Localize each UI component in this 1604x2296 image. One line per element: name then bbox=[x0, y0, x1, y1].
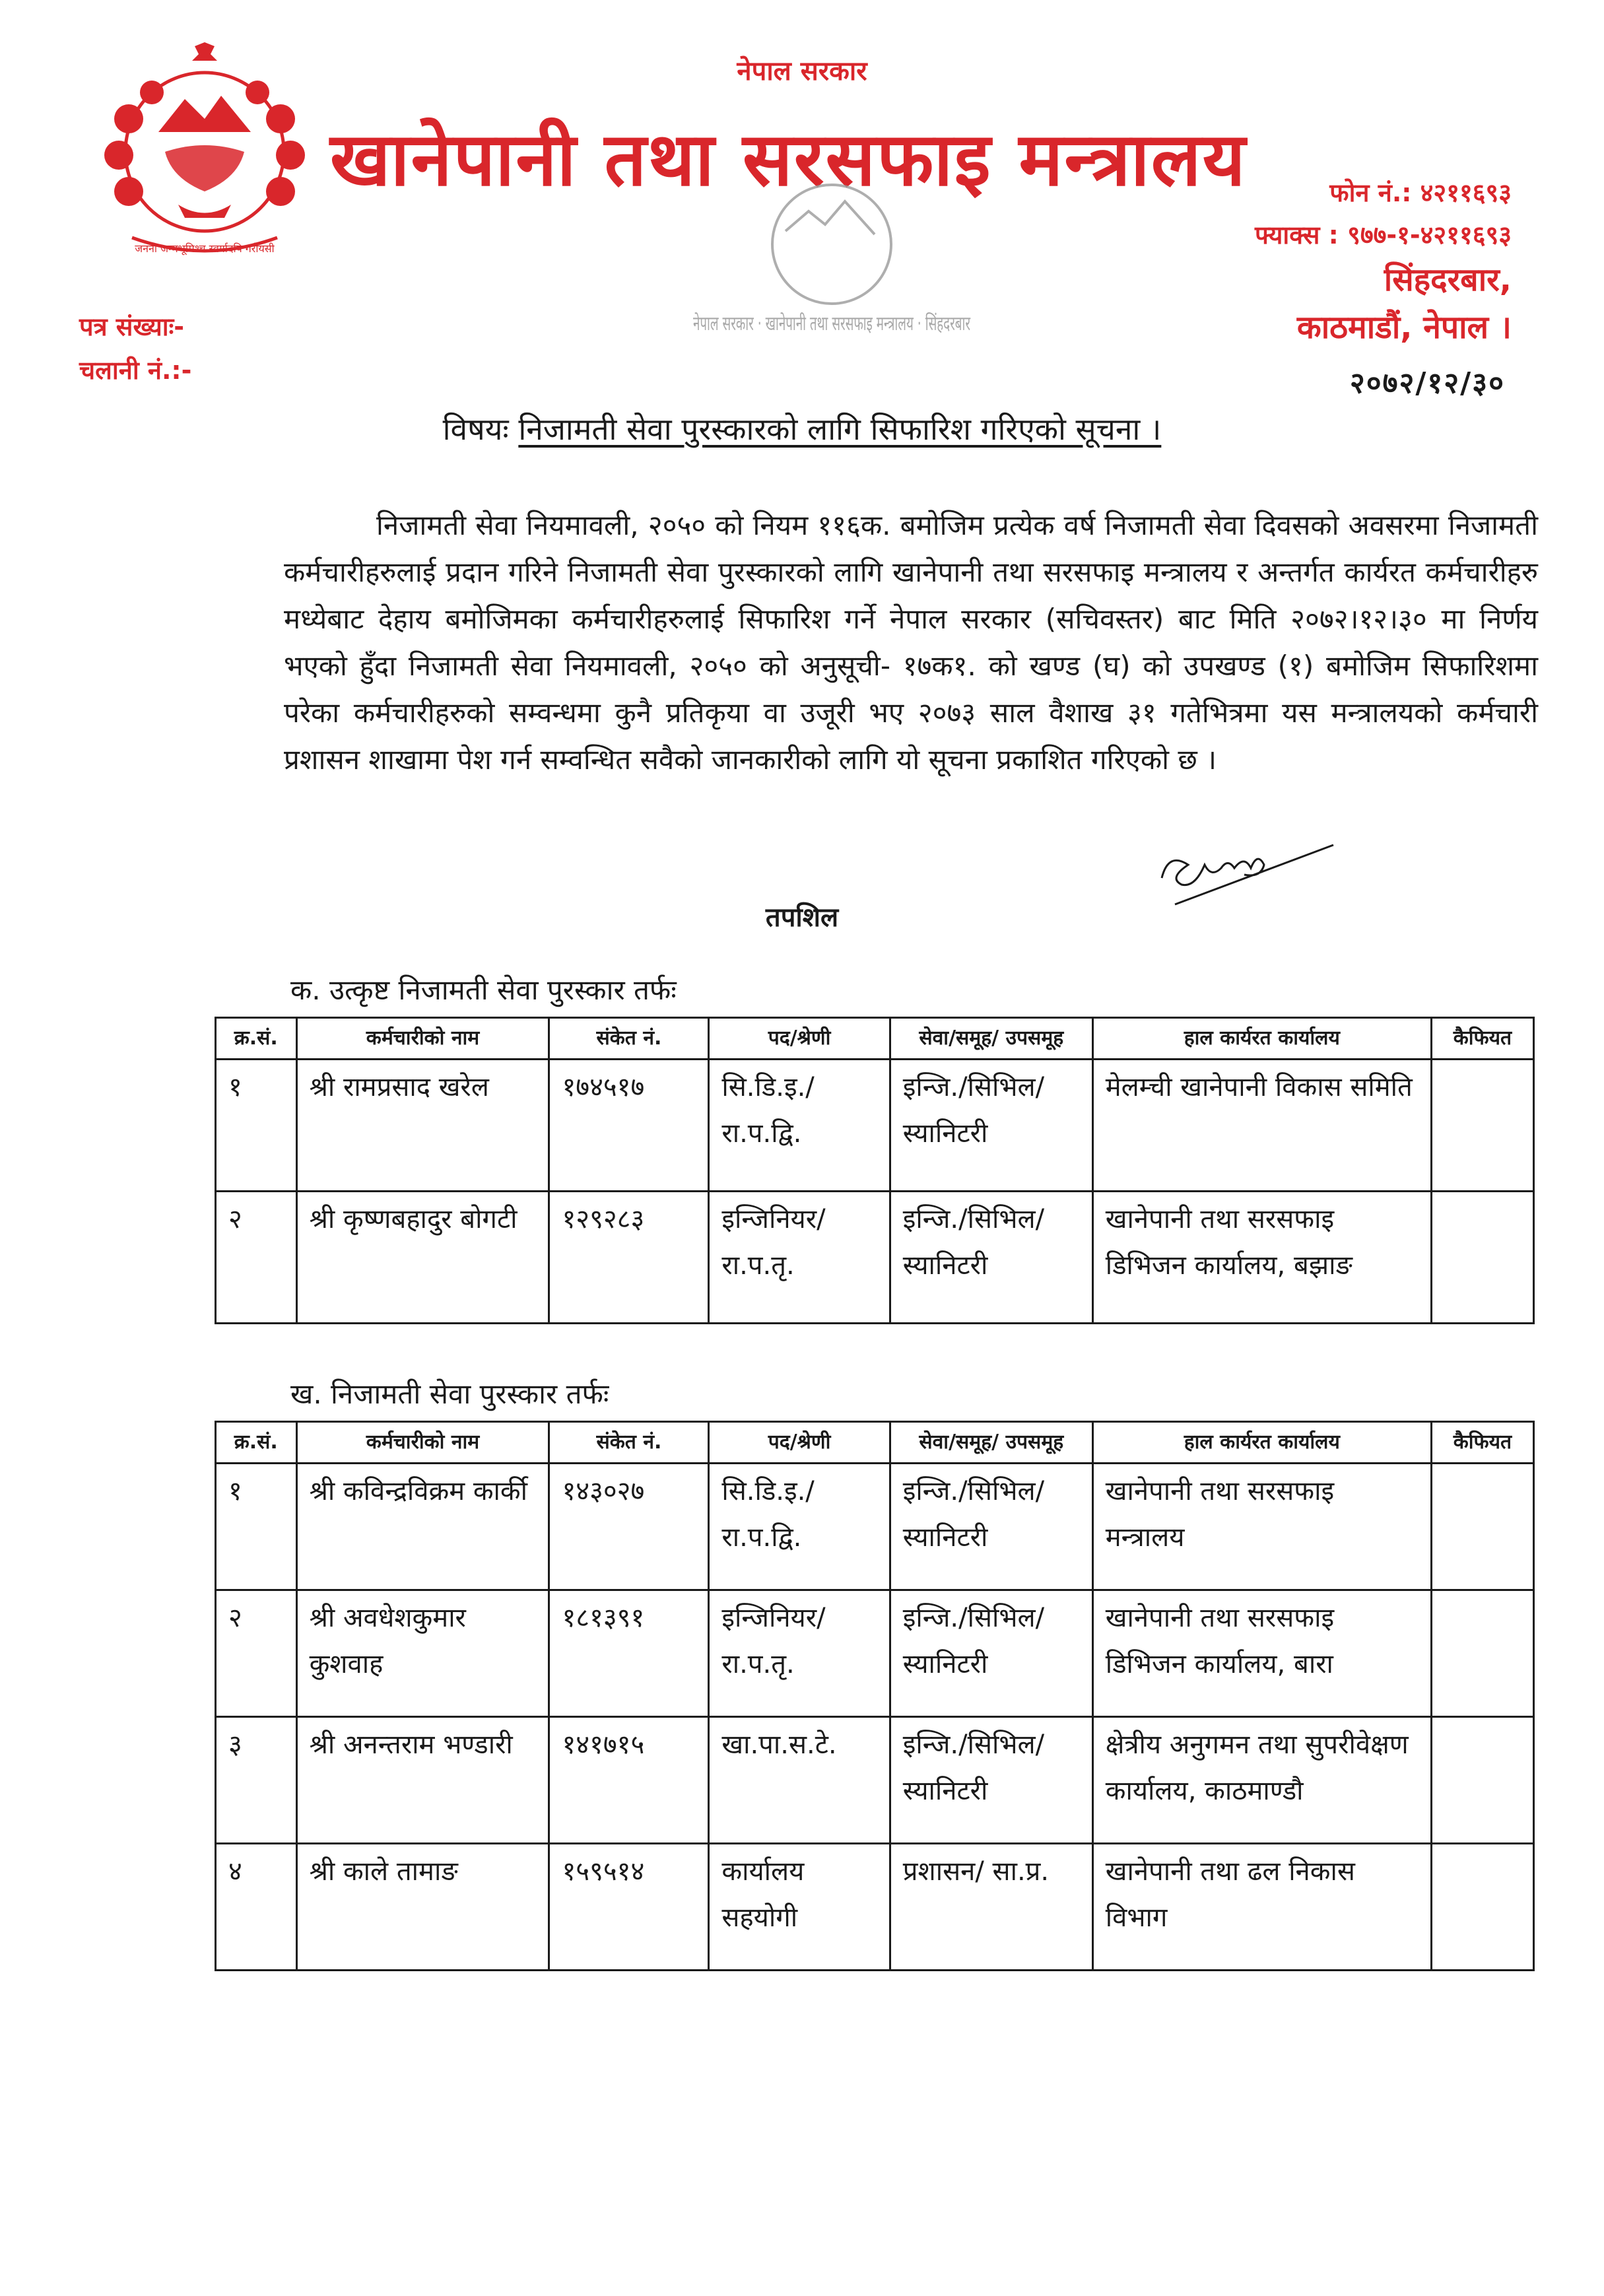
annex-title: तपशिल bbox=[765, 902, 839, 933]
office-cell: खानेपानी तथा सरसफाइ डिभिजन कार्यालय, बारा bbox=[1092, 1590, 1431, 1717]
table-header-row bbox=[216, 1422, 1534, 1464]
reference-block bbox=[79, 305, 191, 392]
col-name: कर्मचारीको नाम bbox=[296, 1422, 549, 1464]
letter-date: २०७२/१२/३० bbox=[1349, 366, 1505, 400]
col-name: कर्मचारीको नाम bbox=[296, 1018, 549, 1060]
col-post: पद/श्रेणी bbox=[709, 1018, 890, 1060]
code-cell: १२९२८३ bbox=[549, 1192, 709, 1324]
name-cell: श्री अवधेशकुमार कुशवाह bbox=[296, 1590, 549, 1717]
post-cell: सि.डि.इ./ रा.प.द्वि. bbox=[709, 1060, 890, 1192]
outstanding-award-table bbox=[215, 1017, 1535, 1324]
col-code: संकेत नं. bbox=[549, 1422, 709, 1464]
contact-block bbox=[1255, 172, 1512, 351]
serial-cell: ३ bbox=[216, 1717, 297, 1844]
name-cell: श्री काले तामाङ bbox=[296, 1844, 549, 1971]
office-cell: खानेपानी तथा सरसफाइ मन्त्रालय bbox=[1092, 1464, 1431, 1590]
table-row bbox=[216, 1464, 1534, 1590]
subject-label: विषयः bbox=[442, 411, 509, 447]
office-cell: क्षेत्रीय अनुगमन तथा सुपरीवेक्षण कार्यालय, काठमाण्डौ bbox=[1092, 1717, 1431, 1844]
name-cell: श्री अनन्तराम भण्डारी bbox=[296, 1717, 549, 1844]
post-cell: इन्जिनियर/ रा.प.तृ. bbox=[709, 1192, 890, 1324]
col-office: हाल कार्यरत कार्यालय bbox=[1092, 1018, 1431, 1060]
address-line-1: सिंहदरबार, bbox=[1384, 261, 1512, 298]
svg-text:नेपाल सरकार · खानेपानी तथा सरस: नेपाल सरकार · खानेपानी तथा सरसफाइ मन्त्रालय · सिंहदरबार bbox=[693, 312, 971, 335]
code-cell: १७४५१७ bbox=[549, 1060, 709, 1192]
post-cell: खा.पा.स.टे. bbox=[709, 1717, 890, 1844]
remarks-cell bbox=[1431, 1590, 1533, 1717]
serial-cell: २ bbox=[216, 1590, 297, 1717]
serial-cell: २ bbox=[216, 1192, 297, 1324]
ministry-title: खानेपानी तथा सरसफाइ मन्त्रालय bbox=[330, 117, 1247, 203]
col-serial: क्र.सं. bbox=[216, 1018, 297, 1060]
post-cell: सि.डि.इ./ रा.प.द्वि. bbox=[709, 1464, 890, 1590]
col-serial: क्र.सं. bbox=[216, 1422, 297, 1464]
notice-body bbox=[284, 502, 1538, 783]
name-cell: श्री कृष्णबहादुर बोगटी bbox=[296, 1192, 549, 1324]
remarks-cell bbox=[1431, 1060, 1533, 1192]
office-cell: खानेपानी तथा ढल निकास विभाग bbox=[1092, 1844, 1431, 1971]
service-cell: इन्जि./सिभिल/ स्यानिटरी bbox=[890, 1717, 1092, 1844]
table-row bbox=[216, 1590, 1534, 1717]
col-code: संकेत नं. bbox=[549, 1018, 709, 1060]
office-cell: खानेपानी तथा सरसफाइ डिभिजन कार्यालय, बझाङ bbox=[1092, 1192, 1431, 1324]
office-cell: मेलम्ची खानेपानी विकास समिति bbox=[1092, 1060, 1431, 1192]
code-cell: १४१७१५ bbox=[549, 1717, 709, 1844]
service-cell: इन्जि./सिभिल/ स्यानिटरी bbox=[890, 1590, 1092, 1717]
service-cell: इन्जि./सिभिल/ स्यानिटरी bbox=[890, 1060, 1092, 1192]
government-name: नेपाल सरकार bbox=[737, 56, 867, 86]
subject-line bbox=[0, 408, 1604, 449]
serial-cell: ४ bbox=[216, 1844, 297, 1971]
table-row bbox=[216, 1844, 1534, 1971]
post-cell: कार्यालय सहयोगी bbox=[709, 1844, 890, 1971]
subject-text: निजामती सेवा पुरस्कारको लागि सिफारिश गरिएको सूचना । bbox=[518, 411, 1162, 447]
service-cell: इन्जि./सिभिल/ स्यानिटरी bbox=[890, 1192, 1092, 1324]
col-service: सेवा/समूह/ उपसमूह bbox=[890, 1422, 1092, 1464]
table-header-row bbox=[216, 1018, 1534, 1060]
section-b-heading: ख. निजामती सेवा पुरस्कार तर्फः bbox=[290, 1378, 609, 1410]
remarks-cell bbox=[1431, 1464, 1533, 1590]
name-cell: श्री कविन्द्रविक्रम कार्की bbox=[296, 1464, 549, 1590]
service-cell: प्रशासन/ सा.प्र. bbox=[890, 1844, 1092, 1971]
code-cell: १५९५१४ bbox=[549, 1844, 709, 1971]
table-row bbox=[216, 1717, 1534, 1844]
svg-text:जननी जन्मभूमिश्च स्वर्गादपि गर: जननी जन्मभूमिश्च स्वर्गादपि गरीयसी bbox=[135, 242, 275, 255]
dispatch-number-label: चलानी नं.:- bbox=[79, 356, 192, 385]
remarks-cell bbox=[1431, 1717, 1533, 1844]
remarks-cell bbox=[1431, 1844, 1533, 1971]
col-post: पद/श्रेणी bbox=[709, 1422, 890, 1464]
service-cell: इन्जि./सिभिल/ स्यानिटरी bbox=[890, 1464, 1092, 1590]
code-cell: १४३०२७ bbox=[549, 1464, 709, 1590]
remarks-cell bbox=[1431, 1192, 1533, 1324]
section-a-heading: क. उत्कृष्ट निजामती सेवा पुरस्कार तर्फः bbox=[290, 974, 677, 1006]
fax-number: फ्याक्स : ९७७-१-४२११६९३ bbox=[1254, 220, 1512, 250]
office-seal-stamp-icon bbox=[686, 172, 977, 383]
col-remarks: कैफियत bbox=[1431, 1422, 1533, 1464]
phone-number: फोन नं.: ४२११६९३ bbox=[1329, 178, 1512, 207]
code-cell: १८१३९१ bbox=[549, 1590, 709, 1717]
table-row bbox=[216, 1060, 1534, 1192]
serial-cell: १ bbox=[216, 1464, 297, 1590]
civil-service-award-table bbox=[215, 1421, 1535, 1971]
letter-number-label: पत्र संख्याः- bbox=[79, 312, 185, 341]
col-office: हाल कार्यरत कार्यालय bbox=[1092, 1422, 1431, 1464]
col-service: सेवा/समूह/ उपसमूह bbox=[890, 1018, 1092, 1060]
name-cell: श्री रामप्रसाद खरेल bbox=[296, 1060, 549, 1192]
address-line-2: काठमाडौं, नेपाल । bbox=[1296, 309, 1512, 346]
notice-paragraph: निजामती सेवा नियमावली, २०५० को नियम ११६क. बमोजिम प्रत्येक वर्ष निजामती सेवा दिवसको अवसरमा निजामती कर्मचारीहरुलाई प्रदान गरिने निजामती सेवा पुरस्कारको लागि खानेपानी तथा सरसफाइ मन्त्रालय र अन्तर्गत कार्यरत कर्मचारीहरु मध्येबाट देहाय बमोजिमका कर्मचारीहरुलाई सिफारिश गर्ने नेपाल सरकार (सचिवस्तर) बाट मिति २०७२।१२।३० मा निर्णय भएको हुँदा निजामती सेवा नियमावली, २०५० को अनुसूची- १७क१. को खण्ड (घ) को उपखण्ड (१) बमोजिम सिफारिशमा परेका कर्मचारीहरुको सम्वन्धमा कुनै प्रतिकृया वा उजूरी भए २०७३ साल वैशाख ३१ गतेभित्रमा यस मन्त्रालयको कर्मचारी प्रशासन शाखामा पेश गर्न सम्वन्धित सवैको जानकारीको लागि यो सूचना प्रकाशित गरिएको छ । bbox=[284, 509, 1538, 776]
serial-cell: १ bbox=[216, 1060, 297, 1192]
table-row bbox=[216, 1192, 1534, 1324]
post-cell: इन्जिनियर/ रा.प.तृ. bbox=[709, 1590, 890, 1717]
col-remarks: कैफियत bbox=[1431, 1018, 1533, 1060]
